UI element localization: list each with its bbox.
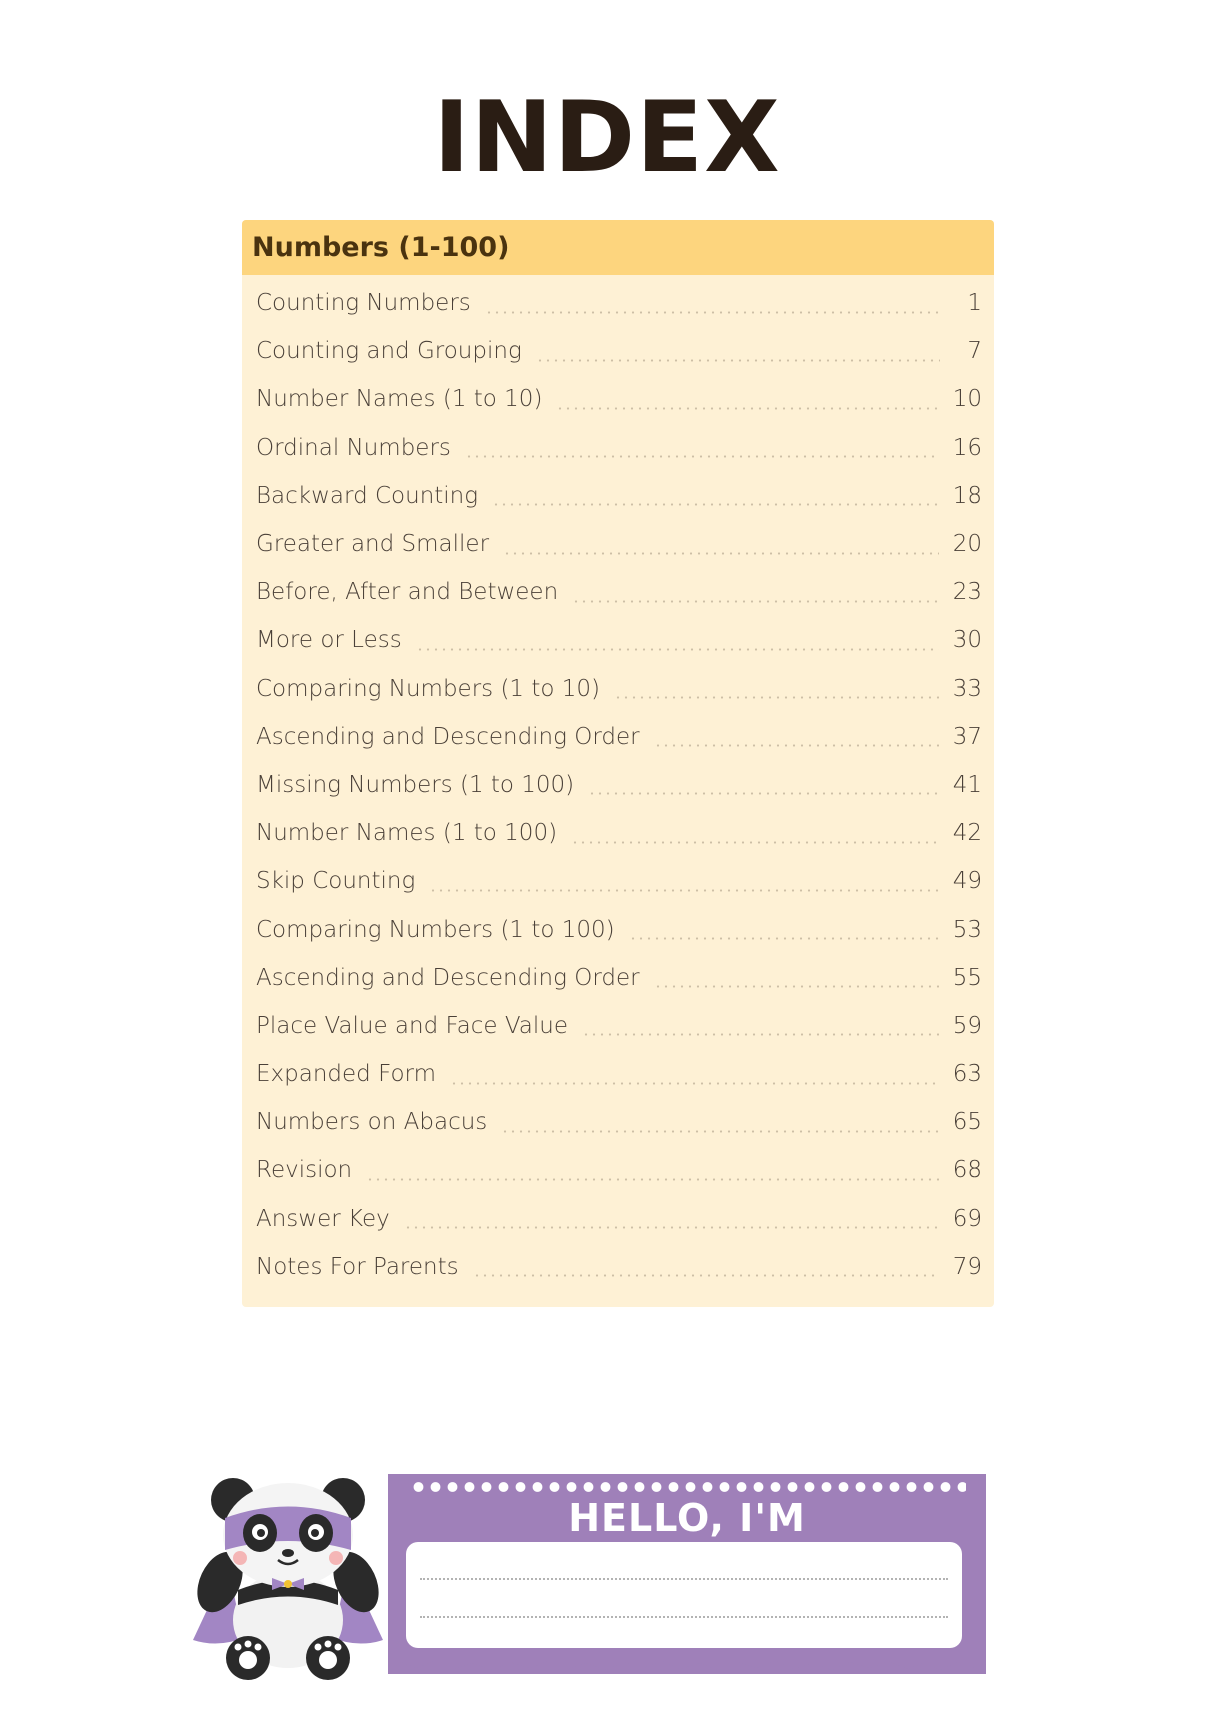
index-entry (242, 761, 994, 809)
entry-page: 63 (952, 1061, 982, 1088)
dot-leader (556, 407, 938, 410)
entry-label: Ascending and Descending Order (256, 964, 640, 991)
index-entry (242, 713, 994, 761)
entry-label: Backward Counting (256, 482, 479, 509)
entry-label: Skip Counting (256, 868, 416, 895)
index-entry (242, 809, 994, 857)
entry-label: Missing Numbers (1 to 100) (256, 771, 575, 798)
index-entry (242, 375, 994, 423)
entry-page: 68 (952, 1157, 982, 1184)
entry-page: 20 (952, 531, 982, 558)
entry-page: 10 (952, 386, 982, 413)
entry-label: Revision (256, 1157, 353, 1184)
page-title: INDEX (433, 81, 781, 195)
dot-leader (450, 1082, 939, 1085)
index-entry (242, 1195, 994, 1243)
entry-page: 37 (952, 723, 982, 750)
dot-leader (582, 1033, 939, 1036)
dot-leader (654, 985, 939, 988)
writing-line (420, 1578, 948, 1580)
index-entry (242, 279, 994, 327)
entry-page: 33 (952, 675, 982, 702)
dot-leader (629, 937, 939, 940)
binding-holes (410, 1482, 966, 1492)
index-entry (242, 1098, 994, 1146)
entry-label: Comparing Numbers (1 to 10) (256, 675, 601, 702)
entry-label: More or Less (256, 627, 402, 654)
dot-leader (588, 792, 939, 795)
entry-label: Ordinal Numbers (256, 434, 451, 461)
index-entry (242, 616, 994, 664)
entry-label: Counting Numbers (256, 290, 471, 317)
entry-label: Expanded Form (256, 1061, 437, 1088)
entry-label: Ascending and Descending Order (256, 723, 640, 750)
entry-label: Place Value and Face Value (256, 1012, 568, 1039)
index-entry (242, 1146, 994, 1194)
index-entry (242, 520, 994, 568)
entry-page: 59 (952, 1012, 982, 1039)
dot-leader (501, 1130, 938, 1133)
dot-leader (404, 1226, 939, 1229)
entry-page: 49 (952, 868, 982, 895)
dot-leader (485, 311, 940, 314)
entry-label: Comparing Numbers (1 to 100) (256, 916, 615, 943)
entry-label: Number Names (1 to 100) (256, 820, 558, 847)
entry-page: 7 (967, 338, 982, 365)
entry-page: 53 (952, 916, 982, 943)
dot-leader (572, 600, 939, 603)
entry-page: 18 (952, 482, 982, 509)
dot-leader (614, 696, 939, 699)
index-entry (242, 665, 994, 713)
dot-leader (416, 648, 939, 651)
entry-page: 30 (952, 627, 982, 654)
index-entry (242, 1002, 994, 1050)
entry-page: 16 (952, 434, 982, 461)
dot-leader (465, 455, 939, 458)
name-write-field[interactable] (406, 1542, 962, 1648)
dot-leader (654, 744, 939, 747)
index-entry (242, 954, 994, 1002)
entry-label: Numbers on Abacus (256, 1109, 488, 1136)
name-tag-card (388, 1474, 986, 1674)
index-entry (242, 327, 994, 375)
torn-paper-edge (388, 1652, 986, 1678)
dot-leader (366, 1178, 939, 1181)
index-entry (242, 1050, 994, 1098)
entry-label: Answer Key (256, 1205, 390, 1232)
index-entry (242, 472, 994, 520)
entry-page: 55 (952, 964, 982, 991)
entry-page: 65 (952, 1109, 982, 1136)
entry-page: 69 (952, 1205, 982, 1232)
entry-page: 23 (952, 579, 982, 606)
entry-page: 41 (952, 771, 982, 798)
entry-label: Greater and Smaller (256, 531, 490, 558)
name-tag-heading: HELLO, I'M (568, 1496, 806, 1540)
index-entries (242, 275, 994, 1291)
entry-label: Number Names (1 to 10) (256, 386, 543, 413)
entry-label: Notes For Parents (256, 1253, 459, 1280)
section-header: Numbers (1-100) (242, 220, 994, 275)
entry-page: 42 (952, 820, 982, 847)
dot-leader (571, 841, 939, 844)
dot-leader (429, 889, 938, 892)
index-entry (242, 905, 994, 953)
index-entry (242, 1243, 994, 1291)
index-entry (242, 568, 994, 616)
dot-leader (536, 359, 940, 362)
writing-line (420, 1616, 948, 1618)
entry-label: Counting and Grouping (256, 338, 522, 365)
entry-page: 79 (952, 1253, 982, 1280)
dot-leader (473, 1274, 939, 1277)
panda-superhero-icon (188, 1470, 388, 1680)
index-entry (242, 424, 994, 472)
index-table (242, 220, 994, 1307)
entry-label: Before, After and Between (256, 579, 559, 606)
index-entry (242, 857, 994, 905)
dot-leader (503, 552, 939, 555)
entry-page: 1 (967, 290, 982, 317)
dot-leader (492, 503, 939, 506)
